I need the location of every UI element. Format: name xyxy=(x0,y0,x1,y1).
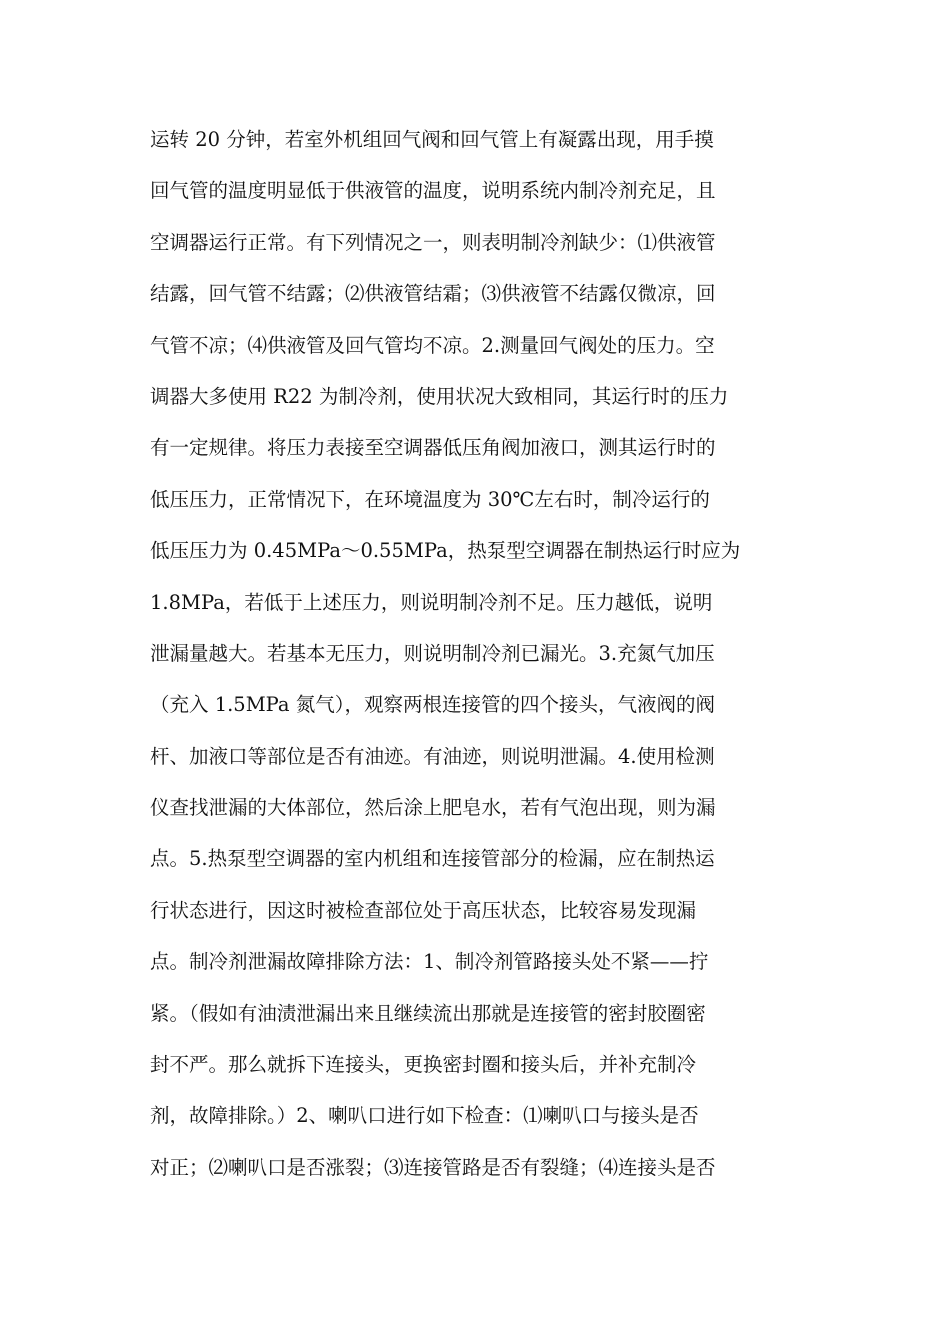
text-line: 低压压力，正常情况下，在环境温度为 30℃左右时，制冷运行的 xyxy=(150,487,710,511)
text-line: （充入 1.5MPa 氮气），观察两根连接管的四个接头，气液阀的阀 xyxy=(150,693,715,717)
text-line: 泄漏量越大。若基本无压力，则说明制冷剂已漏光。3.充氮气加压 xyxy=(150,641,715,665)
text-line: 有一定规律。将压力表接至空调器低压角阀加液口，测其运行时的 xyxy=(150,436,716,460)
text-line: 封不严。那么就拆下连接头，更换密封圈和接头后，并补充制冷 xyxy=(150,1053,697,1077)
text-line: 仪查找泄漏的大体部位，然后涂上肥皂水，若有气泡出现，则为漏 xyxy=(150,796,716,820)
text-line: 点。5.热泵型空调器的室内机组和连接管部分的检漏，应在制热运 xyxy=(150,847,715,871)
text-line: 行状态进行，因这时被检查部位处于高压状态，比较容易发现漏 xyxy=(150,898,697,922)
body-text xyxy=(150,114,810,1193)
text-line: 回气管的温度明显低于供液管的温度，说明系统内制冷剂充足，且 xyxy=(150,179,716,203)
text-line: 结露，回气管不结露；⑵供液管结霜；⑶供液管不结露仅微凉，回 xyxy=(150,282,716,306)
text-line: 空调器运行正常。有下列情况之一，则表明制冷剂缺少：⑴供液管 xyxy=(150,230,716,254)
text-line: 紧。（假如有油渍泄漏出来且继续流出那就是连接管的密封胶圈密 xyxy=(150,1001,706,1025)
text-line: 杆、加液口等部位是否有油迹。有油迹，则说明泄漏。4.使用检测 xyxy=(150,744,715,768)
text-line: 1.8MPa，若低于上述压力，则说明制冷剂不足。压力越低，说明 xyxy=(150,590,713,614)
text-line: 低压压力为 0.45MPa～0.55MPa，热泵型空调器在制热运行时应为 xyxy=(150,539,741,563)
text-line: 调器大多使用 R22 为制冷剂，使用状况大致相同，其运行时的压力 xyxy=(150,384,729,408)
text-line: 运转 20 分钟，若室外机组回气阀和回气管上有凝露出现，用手摸 xyxy=(150,128,714,151)
text-line: 剂，故障排除。）2、喇叭口进行如下检查：⑴喇叭口与接头是否 xyxy=(150,1104,699,1128)
text-line: 点。制冷剂泄漏故障排除方法：1、制冷剂管路接头处不紧——拧 xyxy=(150,950,709,974)
text-line: 气管不凉；⑷供液管及回气管均不凉。2.测量回气阀处的压力。空 xyxy=(150,333,715,357)
text-line: 对正；⑵喇叭口是否涨裂；⑶连接管路是否有裂缝；⑷连接头是否 xyxy=(150,1155,716,1179)
